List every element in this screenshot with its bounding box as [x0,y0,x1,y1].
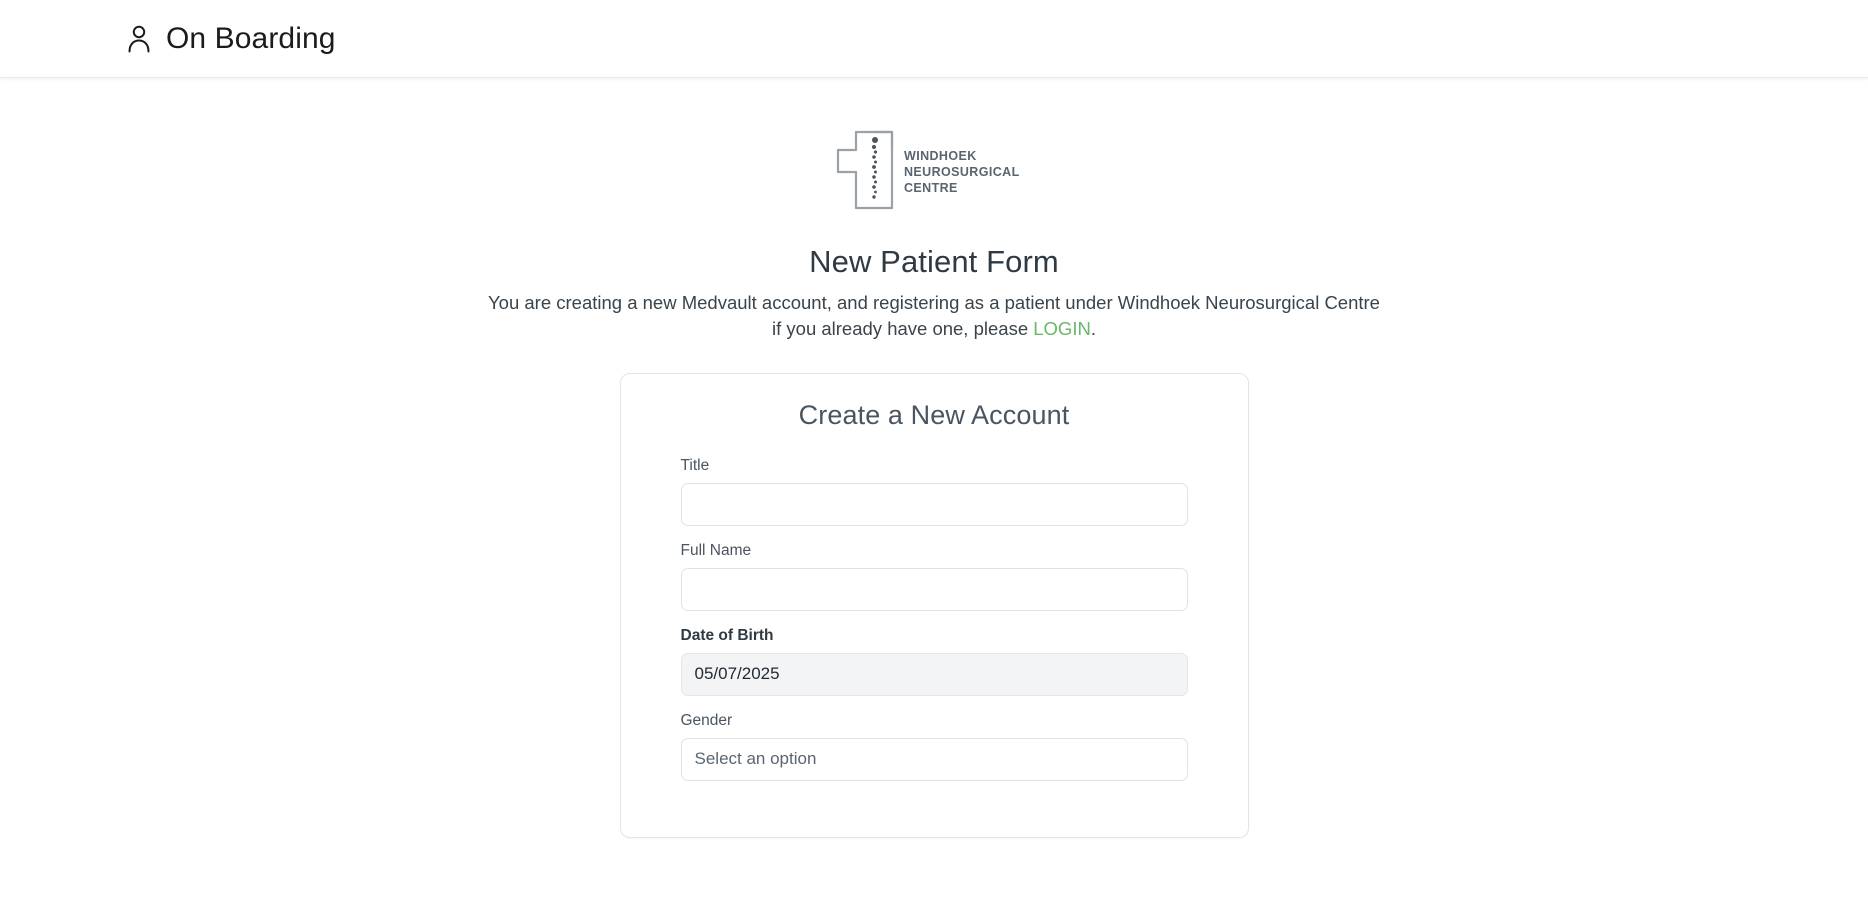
person-icon [126,24,152,54]
field-title [681,457,1188,526]
svg-text:CENTRE: CENTRE [904,181,958,195]
app-header-content [126,22,336,56]
field-date-of-birth [681,627,1188,696]
date-of-birth-label: Date of Birth [680,626,774,644]
field-gender [681,712,1188,781]
card-title: Create a New Account [798,399,1070,430]
login-link[interactable]: LOGIN [1033,318,1091,340]
subtitle-line-2-suffix: . [1090,318,1096,340]
page-title: New Patient Form [809,244,1059,279]
field-full-name [681,542,1188,611]
full-name-input[interactable] [681,568,1188,611]
svg-text:WINDHOEK: WINDHOEK [904,149,977,163]
title-input[interactable] [681,483,1188,526]
title-label: Title [680,456,710,474]
app-title: On Boarding [166,21,336,55]
subtitle-line-1: You are creating a new Medvault account, and registering as a patient under Windhoek Neurosurgical Centre [488,292,1380,313]
app-header [0,0,1868,78]
subtitle-line-2-prefix: if you already have one, please [772,318,1034,340]
svg-text:NEUROSURGICAL: NEUROSURGICAL [904,165,1020,179]
gender-select[interactable] [681,738,1188,781]
date-of-birth-input[interactable] [681,653,1188,696]
page-content [0,78,1868,901]
gender-label: Gender [680,711,733,729]
windhoek-neurosurgical-centre-logo [814,120,1054,220]
create-account-card [620,373,1249,838]
full-name-label: Full Name [680,541,752,559]
page-subtitle [488,290,1380,343]
